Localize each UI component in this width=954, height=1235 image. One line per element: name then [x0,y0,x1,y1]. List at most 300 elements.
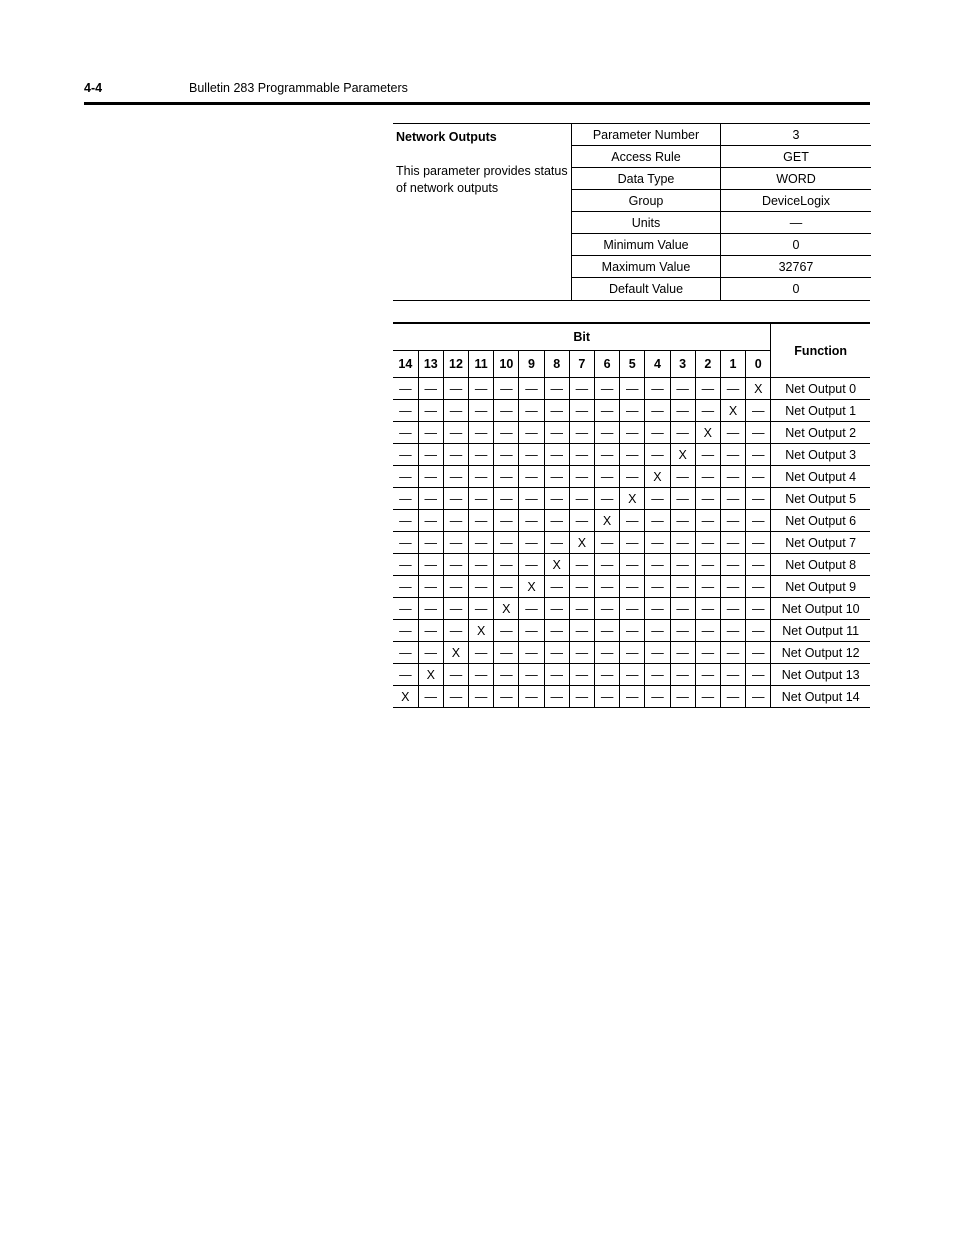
parameter-attribute-value: DeviceLogix [761,193,831,208]
bit-cell: — [393,664,418,686]
bit-cell: — [695,488,720,510]
bit-cell: — [670,554,695,576]
parameter-attribute-row [572,278,871,300]
bit-cell: — [620,400,645,422]
bit-cell: — [469,400,494,422]
bit-cell: — [443,488,468,510]
bit-cell: — [720,686,745,708]
parameter-attribute-value: 32767 [778,259,814,274]
table-row [393,598,870,620]
bit-cell: — [670,576,695,598]
function-cell: Net Output 12 [771,642,870,664]
bit-cell: — [746,686,771,708]
bit-cell: — [519,686,544,708]
parameter-attribute-label: Group [572,190,721,211]
bit-number-header: 14 [393,351,418,378]
bit-cell: — [620,378,645,400]
bit-cell: — [393,554,418,576]
bit-cell: — [418,532,443,554]
bit-cell: — [695,554,720,576]
parameter-attribute-value: GET [783,149,809,164]
bit-cell: X [670,444,695,466]
bit-cell: — [720,466,745,488]
bit-function-table [393,322,870,708]
bit-cell: — [595,422,620,444]
bit-number-header: 4 [645,351,670,378]
bit-cell: — [443,576,468,598]
bit-cell: — [469,488,494,510]
bit-cell: — [645,510,670,532]
table-row [393,576,870,598]
parameter-attribute-row [572,190,871,212]
bit-cell: — [544,510,569,532]
bit-cell: — [670,422,695,444]
bit-cell: — [393,444,418,466]
table-row [393,686,870,708]
page-number: 4-4 [84,81,103,95]
bit-number-header: 5 [620,351,645,378]
bit-cell: — [695,686,720,708]
table-row [393,664,870,686]
bit-cell: — [393,466,418,488]
bit-cell: X [720,400,745,422]
bit-cell: — [670,642,695,664]
bit-cell: — [670,510,695,532]
bit-number-header: 9 [519,351,544,378]
function-cell: Net Output 9 [771,576,870,598]
bit-cell: — [544,466,569,488]
bit-cell: — [569,510,594,532]
bit-cell: — [720,488,745,510]
bit-cell: — [544,532,569,554]
bit-cell: — [670,664,695,686]
parameter-attribute-row [572,256,871,278]
parameter-attribute-value: — [789,215,803,230]
bit-cell: — [569,686,594,708]
bit-cell: — [645,576,670,598]
bit-cell: — [569,576,594,598]
bit-number-header: 11 [469,351,494,378]
bit-cell: — [519,466,544,488]
bit-cell: — [393,422,418,444]
parameter-attribute-label: Data Type [572,168,721,189]
bit-cell: — [620,532,645,554]
bit-number-header: 12 [443,351,468,378]
bit-cell: — [695,444,720,466]
bit-cell: — [620,598,645,620]
bit-number-header: 2 [695,351,720,378]
bit-cell: — [544,664,569,686]
bit-cell: — [670,620,695,642]
bit-cell: — [544,576,569,598]
bit-cell: — [670,532,695,554]
bit-cell: — [544,400,569,422]
bit-cell: — [720,554,745,576]
bit-cell: — [443,510,468,532]
table-row [393,444,870,466]
bit-cell: — [443,686,468,708]
bit-cell: — [569,422,594,444]
bit-cell: — [544,422,569,444]
bit-cell: — [569,642,594,664]
bit-number-header: 0 [746,351,771,378]
bit-number-header: 8 [544,351,569,378]
bit-cell: — [418,488,443,510]
bit-cell: — [469,664,494,686]
bit-cell: — [519,422,544,444]
bit-cell: — [393,576,418,598]
bit-cell: — [494,400,519,422]
function-header: Function [771,323,870,378]
table-row [393,642,870,664]
bit-cell: — [544,642,569,664]
bit-cell: — [469,378,494,400]
bit-cell: — [620,466,645,488]
bit-cell: — [620,422,645,444]
bit-cell: — [645,422,670,444]
bit-cell: — [645,488,670,510]
page-header [84,80,870,104]
function-cell: Net Output 7 [771,532,870,554]
bit-cell: — [519,378,544,400]
bit-cell: — [670,488,695,510]
function-cell: Net Output 2 [771,422,870,444]
bit-cell: — [746,444,771,466]
parameter-description: This parameter provides status of network outputs [396,164,568,195]
bit-cell: — [418,598,443,620]
bit-cell: — [494,620,519,642]
bit-cell: — [393,488,418,510]
bit-cell: — [519,510,544,532]
bit-cell: — [720,378,745,400]
parameter-attribute-label: Maximum Value [572,256,721,277]
bit-cell: — [746,400,771,422]
bit-cell: — [494,554,519,576]
bit-cell: — [569,400,594,422]
bit-cell: X [595,510,620,532]
parameter-attribute-label: Default Value [572,278,721,300]
bit-cell: — [595,378,620,400]
function-cell: Net Output 1 [771,400,870,422]
bit-cell: X [418,664,443,686]
bit-cell: — [469,598,494,620]
bit-cell: — [595,444,620,466]
bit-cell: — [670,378,695,400]
bit-number-header: 7 [569,351,594,378]
bit-number-header: 10 [494,351,519,378]
bit-cell: — [746,642,771,664]
bit-cell: — [595,532,620,554]
bit-cell: — [645,686,670,708]
bit-cell: — [469,510,494,532]
bit-cell: — [595,642,620,664]
bit-cell: — [443,554,468,576]
bit-number-header: 3 [670,351,695,378]
bit-cell: — [418,444,443,466]
bit-cell: — [746,466,771,488]
bit-cell: — [620,510,645,532]
function-cell: Net Output 14 [771,686,870,708]
function-cell: Net Output 13 [771,664,870,686]
bit-cell: — [670,466,695,488]
bit-cell: — [620,642,645,664]
bit-cell: — [469,532,494,554]
bit-cell: — [469,642,494,664]
bit-cell: — [720,642,745,664]
bit-cell: — [620,554,645,576]
bit-cell: — [595,466,620,488]
bit-cell: — [418,554,443,576]
running-title: Bulletin 283 Programmable Parameters [189,81,408,95]
bit-cell: — [720,576,745,598]
table-row [393,422,870,444]
function-cell: Net Output 10 [771,598,870,620]
parameter-attribute-label: Minimum Value [572,234,721,255]
bit-cell: X [494,598,519,620]
bit-cell: — [595,664,620,686]
bit-cell: — [569,554,594,576]
bit-cell: X [544,554,569,576]
bit-cell: — [746,532,771,554]
table-row [393,488,870,510]
bit-number-header: 1 [720,351,745,378]
parameter-attributes [571,124,871,300]
bit-cell: — [544,378,569,400]
bit-cell: — [695,378,720,400]
bit-cell: — [443,422,468,444]
bit-cell: — [443,532,468,554]
bit-cell: — [443,378,468,400]
bit-cell: — [595,686,620,708]
bit-cell: X [469,620,494,642]
parameter-attribute-row [572,124,871,146]
bit-cell: — [595,554,620,576]
bit-cell: — [544,444,569,466]
bit-cell: X [645,466,670,488]
bit-cell: — [695,598,720,620]
bit-cell: — [569,444,594,466]
bit-cell: X [695,422,720,444]
function-cell: Net Output 6 [771,510,870,532]
bit-cell: — [544,598,569,620]
parameter-attribute-value: 0 [792,237,800,252]
bit-cell: — [695,642,720,664]
bit-cell: — [645,554,670,576]
parameter-attribute-row [572,146,871,168]
bit-cell: — [443,598,468,620]
bit-cell: — [469,444,494,466]
bit-cell: X [569,532,594,554]
bit-cell: — [720,620,745,642]
bit-cell: — [746,554,771,576]
bit-cell: — [569,620,594,642]
function-cell: Net Output 4 [771,466,870,488]
bit-cell: — [519,598,544,620]
bit-cell: — [620,664,645,686]
bit-cell: — [469,466,494,488]
function-cell: Net Output 8 [771,554,870,576]
bit-cell: — [494,642,519,664]
bit-cell: — [469,576,494,598]
bit-cell: — [494,510,519,532]
bit-cell: — [519,444,544,466]
parameter-name: Network Outputs [396,130,497,144]
bit-cell: — [595,598,620,620]
bit-cell: — [595,400,620,422]
table-row [393,620,870,642]
parameter-attribute-label: Parameter Number [572,124,721,145]
bit-cell: — [519,554,544,576]
bit-number-header: 13 [418,351,443,378]
bit-cell: — [494,444,519,466]
bit-cell: — [418,510,443,532]
bit-cell: — [418,378,443,400]
bit-cell: — [519,620,544,642]
bit-cell: — [393,510,418,532]
bit-cell: — [418,620,443,642]
bit-cell: — [443,620,468,642]
parameter-attribute-row [572,234,871,256]
bit-cell: — [418,466,443,488]
bit-cell: — [645,444,670,466]
parameter-attribute-value: 3 [792,127,800,142]
bit-cell: — [544,620,569,642]
function-cell: Net Output 3 [771,444,870,466]
bit-cell: — [569,488,594,510]
bit-cell: — [695,510,720,532]
bit-cell: — [720,510,745,532]
parameter-attribute-row [572,168,871,190]
bit-cell: — [469,686,494,708]
table-row [393,532,870,554]
table-row [393,554,870,576]
parameter-attribute-label: Units [572,212,721,233]
parameter-attribute-value: WORD [776,171,816,186]
bit-cell: — [494,576,519,598]
bit-cell: — [393,598,418,620]
bit-cell: — [418,576,443,598]
bit-cell: — [519,400,544,422]
function-cell: Net Output 5 [771,488,870,510]
bit-cell: — [519,664,544,686]
bit-cell: — [746,488,771,510]
bit-number-header: 6 [595,351,620,378]
bit-cell: — [569,598,594,620]
bit-cell: — [620,576,645,598]
bit-cell: — [645,664,670,686]
bit-cell: — [418,686,443,708]
bit-cell: — [443,664,468,686]
parameter-table [393,123,870,301]
bit-cell: — [393,532,418,554]
bit-cell: — [519,532,544,554]
bit-cell: — [720,532,745,554]
bit-cell: — [645,400,670,422]
bit-cell: — [695,400,720,422]
bit-cell: — [494,532,519,554]
bit-cell: — [544,686,569,708]
bit-cell: — [418,400,443,422]
bit-cell: — [519,642,544,664]
bit-cell: — [645,620,670,642]
bit-cell: — [645,642,670,664]
bit-cell: — [746,422,771,444]
bit-cell: — [494,378,519,400]
bit-cell: — [720,664,745,686]
bit-cell: — [595,488,620,510]
bit-cell: — [418,642,443,664]
bit-cell: — [443,444,468,466]
bit-cell: — [469,554,494,576]
parameter-description-cell [393,124,571,300]
bit-cell: — [494,466,519,488]
bit-cell: — [746,598,771,620]
bit-cell: — [569,664,594,686]
bit-cell: — [595,576,620,598]
bit-cell: — [443,466,468,488]
bit-cell: — [695,532,720,554]
bit-cell: — [670,400,695,422]
bit-cell: — [670,598,695,620]
parameter-attribute-row [572,212,871,234]
table-row [393,378,870,400]
bit-cell: — [544,488,569,510]
bit-cell: — [720,598,745,620]
bit-cell: — [393,400,418,422]
bit-cell: X [746,378,771,400]
bit-cell: — [645,532,670,554]
bit-cell: — [393,620,418,642]
bit-cell: — [720,444,745,466]
table-row [393,466,870,488]
function-cell: Net Output 0 [771,378,870,400]
bit-cell: — [393,642,418,664]
bit-cell: — [620,620,645,642]
bit-cell: — [519,488,544,510]
parameter-attribute-label: Access Rule [572,146,721,167]
bit-cell: — [620,686,645,708]
bit-cell: — [645,598,670,620]
bit-cell: — [645,378,670,400]
parameter-attribute-value: 0 [792,282,800,296]
bit-cell: — [695,466,720,488]
bit-cell: — [418,422,443,444]
bit-header: Bit [393,323,771,351]
bit-cell: — [670,686,695,708]
bit-cell: — [393,378,418,400]
bit-cell: X [393,686,418,708]
bit-cell: X [443,642,468,664]
bit-cell: — [494,664,519,686]
table-row [393,510,870,532]
function-cell: Net Output 11 [771,620,870,642]
bit-cell: — [746,510,771,532]
bit-cell: — [695,664,720,686]
bit-cell: — [595,620,620,642]
bit-cell: — [494,422,519,444]
bit-cell: — [746,664,771,686]
bit-cell: — [569,466,594,488]
header-rule [84,102,870,105]
bit-cell: — [695,620,720,642]
bit-cell: X [519,576,544,598]
bit-cell: — [720,422,745,444]
bit-cell: — [569,378,594,400]
bit-cell: — [620,444,645,466]
bit-cell: — [494,686,519,708]
table-row [393,400,870,422]
bit-cell: — [469,422,494,444]
